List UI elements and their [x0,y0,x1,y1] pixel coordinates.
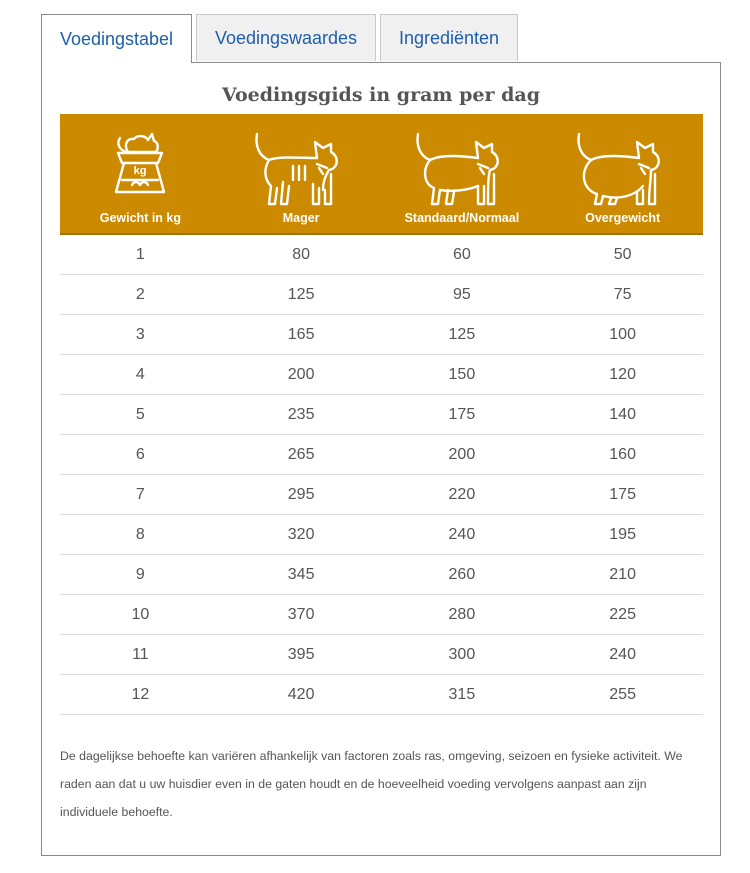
table-header [60,114,703,235]
cell-weight: 9 [135,566,145,583]
cell-weight: 4 [135,366,145,383]
cell-normal: 60 [452,246,471,263]
table-row [60,635,703,675]
header-label-overweight: Overgewicht [585,211,661,225]
overweight-cat-icon [575,130,671,208]
tab-voedingstabel[interactable]: Voedingstabel [41,14,192,63]
cell-overweight: 75 [613,286,632,303]
table-row [60,315,703,355]
feeding-table-body [60,235,703,715]
cell-normal: 240 [448,526,476,543]
cell-normal: 220 [448,486,476,503]
table-row [60,355,703,395]
header-normal [382,114,543,233]
cell-weight: 1 [135,246,145,263]
cell-normal: 300 [448,646,476,663]
tab-ingredienten[interactable]: Ingrediënten [380,14,518,61]
tab-panel [41,62,721,856]
cell-overweight: 255 [609,686,636,703]
cell-overweight: 140 [609,406,636,423]
cell-thin: 420 [287,686,315,703]
cell-weight: 10 [131,606,150,623]
header-weight [60,114,221,233]
cell-thin: 320 [287,526,315,543]
cell-normal: 150 [448,366,476,383]
cell-normal: 125 [448,326,476,343]
table-row [60,515,703,555]
header-label-normal: Standaard/Normaal [404,211,520,225]
cell-overweight: 240 [609,646,636,663]
table-row [60,435,703,475]
cell-normal: 260 [448,566,476,583]
tab-voedingswaardes[interactable]: Voedingswaardes [196,14,376,61]
header-overweight [542,114,703,233]
cell-thin: 370 [287,606,315,623]
table-row [60,595,703,635]
normal-cat-icon [414,130,510,208]
cell-normal: 175 [448,406,476,423]
cell-thin: 125 [287,286,315,303]
cell-normal: 315 [448,686,476,703]
cell-thin: 345 [287,566,315,583]
feeding-note: De dagelijkse behoefte kan variëren afhankelijk van factoren zoals ras, omgeving, seizoen en fysieke activiteit. We raden aan dat u uw huisdier even in de gaten houdt en de hoeveelheid voeding vervolgens aanpast aan zijn individuele behoefte. [60,749,683,819]
cell-thin: 200 [287,366,315,383]
cell-thin: 235 [287,406,315,423]
table-row [60,235,703,275]
table-title: Voedingsgids in gram per dag [221,84,540,106]
cell-weight: 3 [135,326,145,343]
cell-overweight: 210 [609,566,636,583]
cell-thin: 395 [287,646,315,663]
cell-overweight: 175 [609,486,636,503]
cell-thin: 295 [287,486,315,503]
cell-overweight: 160 [609,446,636,463]
table-row [60,675,703,715]
scale-kg-text: kg [133,165,147,177]
table-row [60,395,703,435]
header-label-weight: Gewicht in kg [99,211,181,225]
cell-weight: 11 [132,646,149,663]
cell-weight: 12 [131,686,150,703]
cell-weight: 5 [135,406,145,423]
cell-normal: 200 [448,446,476,463]
cell-weight: 6 [135,446,145,463]
cell-weight: 8 [135,526,145,543]
cell-thin: 265 [287,446,315,463]
cell-weight: 7 [135,486,145,503]
table-row [60,555,703,595]
cell-overweight: 225 [609,606,636,623]
thin-cat-icon [253,130,349,208]
cell-thin: 165 [287,326,315,343]
tab-bar [41,14,522,63]
cell-overweight: 50 [613,246,632,263]
cell-normal: 95 [452,286,471,303]
header-label-thin: Mager [282,211,320,225]
scale-cat-icon [104,130,176,196]
cell-weight: 2 [135,286,145,303]
cell-thin: 80 [292,246,311,263]
cell-overweight: 195 [609,526,636,543]
cell-overweight: 100 [609,326,636,343]
header-thin [221,114,382,233]
cell-overweight: 120 [609,366,636,383]
table-row [60,275,703,315]
table-row [60,475,703,515]
cell-normal: 280 [448,606,476,623]
